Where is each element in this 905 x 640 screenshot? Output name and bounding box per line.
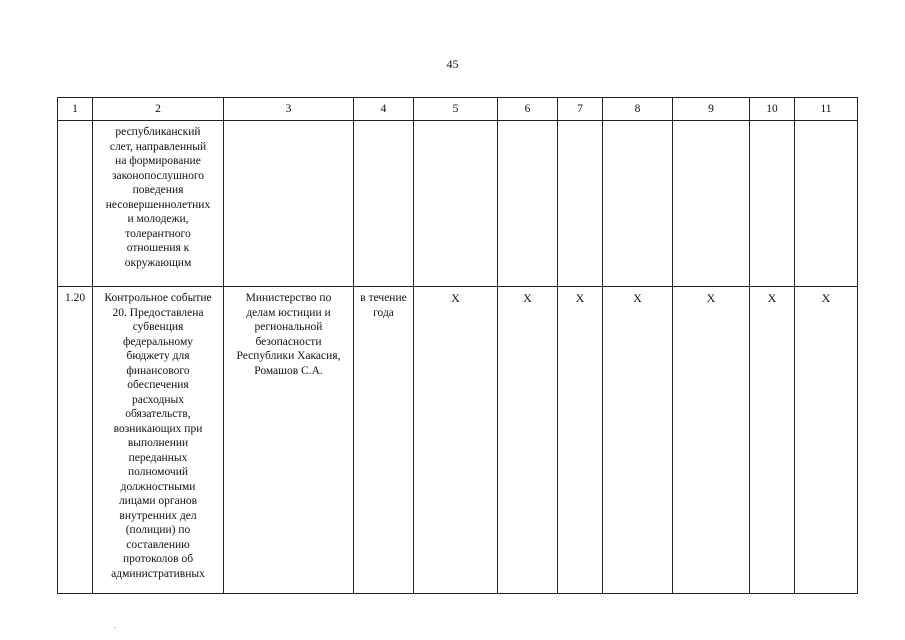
mark-cell: [414, 121, 498, 287]
event-description-cell: Контрольное событие 20. Предоставлена субвенция федеральному бюджету для финансового обеспечения расходных обязательств, возникающих при выполнении переданных полномочий должностными лицами органов внутренних дел (полиции) по составлению протоколов об административных: [93, 287, 224, 594]
deadline-cell: в течение года: [354, 287, 414, 594]
plan-table: [57, 97, 858, 594]
table-header-row: [58, 98, 858, 121]
mark-cell: Х: [795, 287, 858, 594]
event-description-cell: республиканский слет, направленный на формирование законопослушного поведения несовершеннолетних и молодежи, толерантного отношения к окружающим: [93, 121, 224, 287]
mark-cell: Х: [414, 287, 498, 594]
table-row: [58, 287, 858, 594]
row-number-cell: 1.20: [58, 287, 93, 594]
page-number: 45: [446, 57, 459, 71]
column-header: 10: [750, 98, 795, 121]
mark-cell: [498, 121, 558, 287]
column-header: 11: [795, 98, 858, 121]
mark-cell: Х: [673, 287, 750, 594]
scan-speck: [114, 627, 116, 628]
mark-cell: Х: [603, 287, 673, 594]
column-header: 1: [58, 98, 93, 121]
row-number-cell: [58, 121, 93, 287]
column-header: 6: [498, 98, 558, 121]
mark-cell: [558, 121, 603, 287]
mark-cell: [603, 121, 673, 287]
table-row: [58, 121, 858, 287]
column-header: 9: [673, 98, 750, 121]
column-header: 4: [354, 98, 414, 121]
mark-cell: [673, 121, 750, 287]
column-header: 7: [558, 98, 603, 121]
column-header: 2: [93, 98, 224, 121]
column-header: 3: [224, 98, 354, 121]
responsible-cell: Министерство по делам юстиции и региональной безопасности Республики Хакасия, Ромашов С.А.: [224, 287, 354, 594]
deadline-cell: [354, 121, 414, 287]
mark-cell: [795, 121, 858, 287]
mark-cell: Х: [750, 287, 795, 594]
mark-cell: [750, 121, 795, 287]
responsible-cell: [224, 121, 354, 287]
mark-cell: Х: [558, 287, 603, 594]
column-header: 8: [603, 98, 673, 121]
column-header: 5: [414, 98, 498, 121]
mark-cell: Х: [498, 287, 558, 594]
